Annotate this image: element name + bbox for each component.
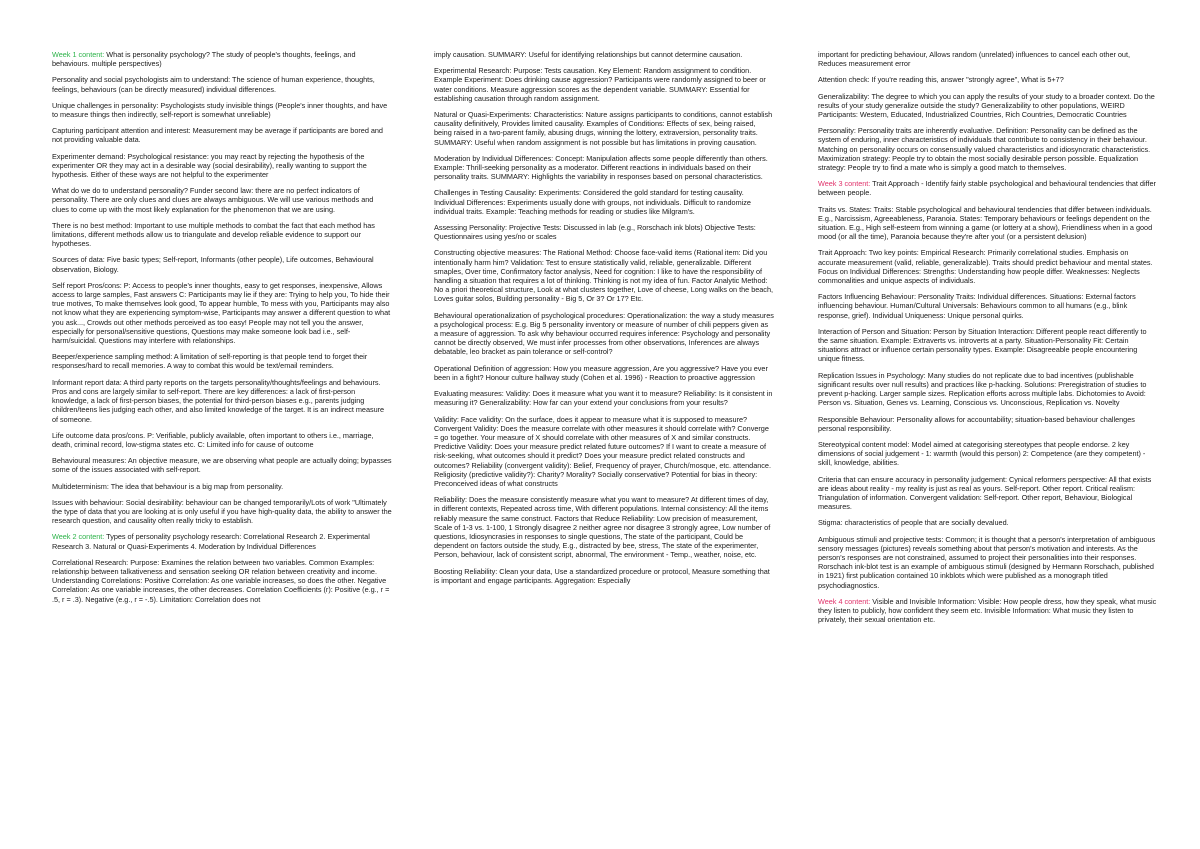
note-paragraph: [818, 92, 1158, 120]
note-paragraph: [818, 475, 1158, 512]
note-paragraph: [52, 101, 392, 119]
note-paragraph: [52, 352, 392, 370]
week-heading: Week 3 content:: [818, 179, 871, 189]
paragraph-text: Behavioural measures: An objective measure, we are observing what people are actually doing; bypasses some of the issues associated with self-report.: [52, 456, 392, 475]
note-paragraph: [818, 415, 1158, 433]
note-paragraph: [52, 221, 392, 249]
note-paragraph: [52, 558, 392, 604]
note-paragraph: [434, 248, 774, 303]
paragraph-text: Factors Influencing Behaviour: Personality Traits: Individual differences. Situations: External factors influencing behaviour. Human/Cultural Universals: Behaviours common to all humans (e.g., blink response, grief). Individual Uniqueness: Unique personal quirks.: [818, 292, 1136, 320]
paragraph-text: important for predicting behaviour, Allows random (unrelated) influences to cancel each other out, Reduces measurement error: [818, 50, 1130, 69]
paragraph-text: Experimenter demand: Psychological resistance: you may react by rejecting the hypothesis of the experimenter OR they may act in a desirable way (social desirability), really wanting to support the hypothesis. Either of these ways are not helpful to the experimenter: [52, 151, 367, 180]
paragraph-text: Trait Approach - Identify fairly stable psychological and behavioural tendencies that differ between people.: [818, 179, 1156, 198]
week-heading: Week 2 content:: [52, 532, 105, 542]
note-paragraph: [818, 126, 1158, 172]
note-paragraph: [52, 152, 392, 180]
paragraph-text: Assessing Personality: Projective Tests: Discussed in lab (e.g., Rorschach ink blots) Objective Tests: Questionnaires using yes/no or scales: [434, 223, 756, 242]
paragraph-text: Ambiguous stimuli and projective tests: Common; it is thought that a person's interpretation of ambiguous sensory messages (pictures) reveals something about that person's motivation and interests. As the person's responses are not constrained, assumed to project their personalities into their responses. Rorschach ink-blot test is an example of ambiguous stimuli (designed by Hermann Rorschach, published in 1921) first publication contained 10 inkblots which were published as a monograph titled psychodiagnostics.: [818, 534, 1156, 590]
note-paragraph: [434, 50, 774, 59]
note-paragraph: [434, 311, 774, 357]
note-paragraph: [818, 440, 1158, 468]
note-paragraph: [818, 50, 1158, 68]
paragraph-text: Natural or Quasi-Experiments: Characteristics: Nature assigns participants to conditions, cannot establish causality definitively, Provides limited causality. Examples of Conditions: Effects of sex, being raised, being raised in a two-parent family, abusing drugs, winning the lottery, extraversion, personality traits. SUMMARY: Useful when random assignment is not possible but has limitations in proving causation.: [434, 110, 773, 147]
notes-column-right: [818, 50, 1158, 840]
paragraph-text: Interaction of Person and Situation: Person by Situation Interaction: Different people react differently to the same situation. Example: Extraverts vs. introverts at a party. Situation-Personality Fit: Certain situations attract or influence certain personality types. Example: Disagreeable people encountering unique fitness.: [818, 326, 1147, 364]
paragraph-text: Personality and social psychologists aim to understand: The science of human experience, thoughts, feelings, behaviours (can be directly measured) individual differences.: [52, 75, 375, 94]
paragraph-text: Self report Pros/cons: P: Access to people's inner thoughts, easy to get responses, inexpensive, Allows access to large samples, Fast answers C: Participants may lie if they are: Trying to help you, To hide their true motives, To make themselves look good, To appear humble, To mess with you, Participants may also not know what they are experiencing symptom-wise, Participants may answer a different question to what you ask..., Crowds out other methods perceived as too easy! People may not tell you the answer, especially for personal/sensitive questions, Questions may make someone look bad i.e., self-harm/suicidal. Questions may interfere with relationships.: [52, 280, 391, 346]
paragraph-text: Types of personality psychology research: Correlational Research 2. Experimental Research 3. Natural or Quasi-Experiments 4. Moderation by Individual Differences: [52, 532, 370, 551]
note-paragraph: [818, 371, 1158, 408]
note-paragraph: [434, 567, 774, 585]
note-paragraph: [434, 66, 774, 103]
note-paragraph: [434, 415, 774, 489]
paragraph-text: Constructing objective measures: The Rational Method: Choose face-valid items (Rational item: Did you intentionally harm him? Validation: Test to ensure statistically valid, reliable, generalizable. Different smaples, Over time, Confirmatory factor analysis, Need for cognition: I like to have the responsibility of handling a situation that requires a lot of thinking. Thinking is not my idea of fun. Factor Analytic Method: No a priori theoretical structure, Look at what clusters together, Love of cheese, Long walks on the beach, Loves guitar solos, Building personality - Big 5, Or 3? Or 17? Etc.: [434, 248, 773, 304]
note-paragraph: [434, 188, 774, 216]
note-paragraph: [52, 186, 392, 214]
note-paragraph: [434, 364, 774, 382]
paragraph-text: Issues with behaviour: Social desirability: behaviour can be changed temporarily/Lots of work "Ultimately the type of data that you are looking at is only useful if you have high-quality data, the ability to answer the research question, and causality often really tricky to establish.: [52, 497, 392, 526]
note-paragraph: [434, 110, 774, 147]
paragraph-text: Multideterminism: The idea that behaviour is a big map from personality.: [52, 481, 284, 491]
paragraph-text: Experimental Research: Purpose: Tests causation. Key Element: Random assignment to condition. Example Experiment: Does drinking cause aggression? Participants were randomly assigned to beer or water conditions. Measure aggression scores as the dependent variable. SUMMARY: Essential for establishing causation through random assignment.: [434, 66, 766, 103]
note-paragraph: [52, 255, 392, 273]
paragraph-text: Beeper/experience sampling method: A limitation of self-reporting is that people tend to forget their responses/hard to recall memories. A way to combat this would be text/email reminders.: [52, 352, 368, 371]
week-heading: Week 4 content:: [818, 596, 871, 606]
paragraph-text: Evaluating measures: Validity: Does it measure what you want it to measure? Reliability: Is it consistent in measuring it? Generalizability: How far can your extend your conclusions from your results?: [434, 389, 773, 408]
week-heading: Week 1 content:: [52, 50, 105, 59]
note-paragraph: [434, 154, 774, 182]
note-paragraph: [52, 431, 392, 449]
note-paragraph: [52, 482, 392, 491]
paragraph-text: Stereotypical content model: Model aimed at categorising stereotypes that people endorse. 2 key dimensions of social judgement - 1: warmth (would this person) 2: Competence (are they competent) - skill, knowledge, abilities.: [818, 439, 1146, 468]
note-paragraph: [434, 495, 774, 559]
note-paragraph: [818, 179, 1158, 197]
paragraph-text: What do we do to understand personality? Funder second law: there are no perfect indicators of personality. There are only clues and clues are always ambiguous. We will use various methods and clues to come up with the most likely explanation for the phenomenon that we are using.: [52, 186, 374, 214]
paragraph-text: Life outcome data pros/cons. P: Verifiable, publicly available, often important to others i.e., marriage, death, criminal record, low-stigma states etc. C: Limited info for cause of outcome: [52, 430, 374, 449]
paragraph-text: Challenges in Testing Causality: Experiments: Considered the gold standard for testing causality. Individual Differences: Experiments usually done with groups, not individuals. Difficult to randomize individual traits. Example: Teaching methods for reading or studies like Milgram's.: [434, 188, 751, 216]
notes-column-left: [52, 50, 392, 840]
paragraph-text: Informant report data: A third party reports on the targets personality/thoughts/feelings and behaviours. Pros and cons are largely similar to self-report. There are key differences: a lack of first-person knowledge, a lack of first-person biases, the potential for third-person biases e.g., parents judging children/teens lies judging each other, and also limited knowledge of the target. It is an indirect measure of someone.: [52, 377, 385, 424]
note-paragraph: [52, 75, 392, 93]
note-paragraph: [52, 50, 392, 68]
paragraph-text: Generalizability: The degree to which you can apply the results of your study to a broader context. Do the results of your study generalize outside the study? Generalizability to other populations, WEIRD Participants: Western, Educated, Industrialized Countries, Rich Countries, Democratic Countries: [818, 91, 1155, 120]
note-paragraph: [434, 223, 774, 241]
paragraph-text: There is no best method: Important to use multiple methods to combat the fact that each method has limitations, different methods allow us to triangulate and develop reliable evidence to support our hypotheses.: [52, 220, 375, 249]
note-paragraph: [52, 532, 392, 550]
paragraph-text: Behavioural operationalization of psychological procedures: Operationalization: the way a study measures a psychological process: E.g. Big 5 personality inventory or measure of number of chili peppers given as a measure of aggression. To ask why behaviour occurred requires inference: Psychology and personality cannot be directly observed, We must infer processes from other observations, Inferences are always debatable, leo bracket as pain tolerance or self-control?: [434, 310, 774, 357]
paragraph-text: Boosting Reliability: Clean your data, Use a standardized procedure or protocol, Measure something that is important and engage participants. Aggregation: Especially: [434, 566, 770, 585]
note-paragraph: [818, 248, 1158, 285]
note-paragraph: [818, 535, 1158, 590]
paragraph-text: Attention check: If you're reading this, answer "strongly agree", What is 5+7?: [818, 75, 1064, 85]
paragraph-text: imply causation. SUMMARY: Useful for identifying relationships but cannot determine causation.: [434, 50, 743, 59]
note-paragraph: [52, 378, 392, 424]
paragraph-text: Operational Definition of aggression: How you measure aggression, Are you aggressive? Have you ever been in a fight? Honour culture hallway study (Cohen et al. 1996) - Reaction to proactive aggression: [434, 363, 768, 382]
note-paragraph: [818, 75, 1158, 84]
note-paragraph: [818, 327, 1158, 364]
note-paragraph: [818, 518, 1158, 527]
paragraph-text: What is personality psychology? The study of people's thoughts, feelings, and behaviours. multiple perspectives): [52, 50, 356, 69]
paragraph-text: Personality: Personality traits are inherently evaluative. Definition: Personality can be defined as the system of enduring, inner characteristics of individuals that contribute to consistency in their behaviour. Matching on personality occurs on consensually valued characteristics and idiosyncratic characteristics. Maximization strategy: People try to obtain the most socially desirable person possible. Equalization strategy: People try to find a mate who is simply a good match to themselves.: [818, 126, 1151, 173]
notes-column-middle: [434, 50, 774, 840]
paragraph-text: Visible and Invisible Information: Visible: How people dress, how they speak, what music they listen to publicly, how confident they seem etc. Invisible Information: What music they listen to privately, their sexual orientation etc.: [818, 596, 1157, 625]
paragraph-text: Sources of data: Five basic types; Self-report, Informants (other people), Life outcomes, Behavioural observation, Biology.: [52, 255, 374, 274]
paragraph-text: Unique challenges in personality: Psychologists study invisible things (People's inner thoughts, and have to measure things then indirectly, self-report is somewhat unreliable): [52, 100, 388, 120]
note-paragraph: [434, 389, 774, 407]
note-paragraph: [52, 456, 392, 474]
paragraph-text: Criteria that can ensure accuracy in personality judgement: Cynical reformers perspective: All that exists are ideas about reality - my reality is just as real as yours. Self-report. Other report. Critical realism: Triangulation of information. Convergent validation: Self-report. Other report, Behaviour, Biological measures.: [818, 474, 1152, 512]
paragraph-text: Capturing participant attention and interest: Measurement may be average if participants are bored and not providing valuable data.: [52, 126, 383, 145]
paragraph-text: Replication Issues in Psychology: Many studies do not replicate due to bad incentives (publishable significant results over null results) and practices like p-hacking. Solutions: Preregistration of studies to prevent p-hacking. Larger sample sizes. Replication efforts across multiple labs. Dichotomies to Avoid: Person vs. Situation, Genes vs. Learning, Conscious vs. Unconscious, Replication vs. Novelty: [818, 370, 1147, 408]
paragraph-text: Validity: Face validity: On the surface, does it appear to measure what it is supposed to measure? Convergent Validity: Does the measure correlate with other measures it should correlate with? Converge = go together. Your measure of X should correlate with other measures of X and similar constructs. Predictive Validity: Does your measure predict related future outcomes? If I want to create a measure of risk-seeking, what outcomes should it predict? Does your measure predict related constructs and outcomes? Reliability (convergent validity): Belief, Frequency of prayer, Church/mosque, etc. attendance. Religiosity (predictive validity?): Charity? Morality? Socially conservative? Potential for bias in theory: Preconceived ideas of what constructs: [434, 414, 771, 488]
paragraph-text: Reliability: Does the measure consistently measure what you want to measure? At different times of day, in different contexts, Repeated across time, With different populations. Internal consistency: All the items reliably measure the same construct. Factors that Reduce Reliability: Low precision of measurement, Scale of 1-3 vs. 1-100, 1 Strongly disagree 2 neither agree nor disagree 3 strongly agree, Low number of questions, Idiosyncrasies in responses to single questions, The state of the participant, Could be dependent on factors outside the study, E.g., distracted by bee, stress, The state of the experimenter, Person, behaviour, lack of consistent script, abnormal, The environment - Temp., weather, noise, etc.: [434, 495, 771, 560]
paragraph-text: Trait Approach: Two key points: Empirical Research: Primarily correlational studies. Emphasis on accurate measurement (valid, reliable, generalizable). Traits should predict behaviour and mental states. Focus on Individual Differences: Strengths: Understanding how people differ. Weaknesses: Neglects commonalities and unique aspects of individuals.: [818, 248, 1153, 286]
note-paragraph: [52, 281, 392, 345]
paragraph-text: Traits vs. States: Traits: Stable psychological and behavioural tendencies that differ between individuals. E.g., Narcissism, Agreeableness, Paranoia. States: Temporary behaviours or feelings dependent on the situation. E.g., High self-esteem from winning a game (or lottery at a show), Friendliness when in a good mood (or all the time), Paranoia because they're after you! (or a persistent delusion): [818, 204, 1153, 242]
paragraph-text: Moderation by Individual Differences: Concept: Manipulation affects some people differently than others. Example: Thrill-seeking personality as a moderator. Different reactions in individuals based on their personality traits. SUMMARY: Highlights the variability in responses based on personal characteristics.: [434, 153, 768, 182]
paragraph-text: Correlational Research: Purpose: Examines the relation between two variables. Common Examples: relationship between talkativeness and sensation seeking OR relation between creativity and income. Understanding Correlations: Positive Correlation: As one variable increases, so does the other. Negative Correlation: As one variable increases, the other decreases. Correlation Coefficients (r): Positive (e.g., r = .5, r = .3). Negative (e.g., r = -.5). Limitation: Correlation does not: [52, 557, 390, 604]
note-paragraph: [52, 498, 392, 526]
paragraph-text: Responsible Behaviour: Personality allows for accountability; situation-based behaviour challenges personal responsibility.: [818, 414, 1135, 433]
note-paragraph: [52, 126, 392, 144]
note-paragraph: [818, 597, 1158, 625]
paragraph-text: Stigma: characteristics of people that are socially devalued.: [818, 518, 1009, 528]
note-paragraph: [818, 292, 1158, 320]
note-paragraph: [818, 205, 1158, 242]
